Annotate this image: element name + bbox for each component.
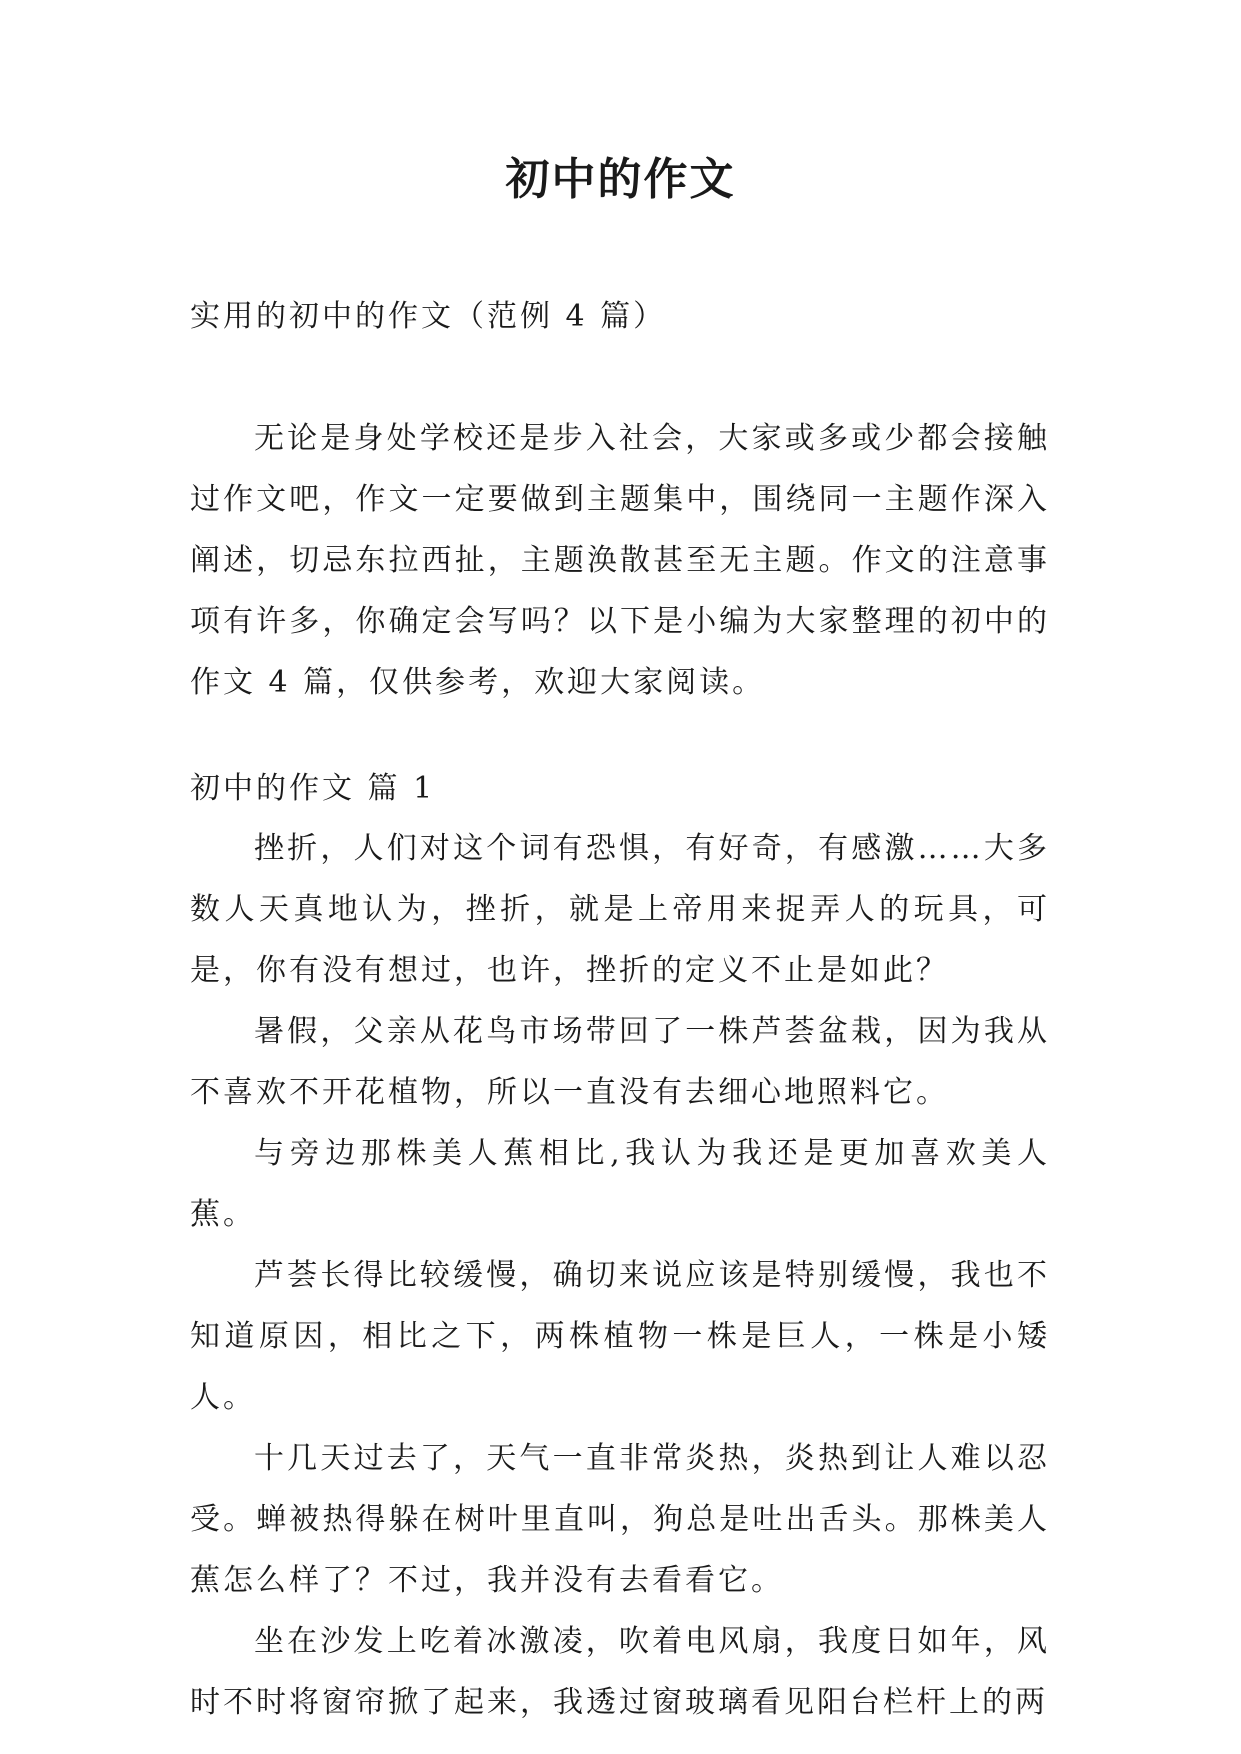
essay-1-body — [190, 818, 1050, 1733]
intro-section — [190, 408, 1050, 713]
document-title: 初中的作文 — [505, 154, 736, 205]
essay-paragraph-4: 芦荟长得比较缓慢，确切来说应该是特别缓慢，我也不知道原因，相比之下，两株植物一株是巨人，一株是小矮人。 — [190, 1258, 1050, 1415]
essay-paragraph-1: 挫折，人们对这个词有恐惧，有好奇，有感激……大多数人天真地认为，挫折，就是上帝用来捉弄人的玩具，可是，你有没有想过，也许，挫折的定义不止是如此？ — [190, 831, 1050, 988]
document-subtitle: 实用的初中的作文（范例 4 篇） — [190, 299, 667, 334]
essay-paragraph-3: 与旁边那株美人蕉相比,我认为我还是更加喜欢美人蕉。 — [190, 1136, 1050, 1232]
essay-paragraph-6: 坐在沙发上吃着冰激凌，吹着电风扇，我度日如年，风时不时将窗帘掀了起来，我透过窗玻璃看见阳台栏杆上的两 — [190, 1624, 1050, 1720]
section-heading: 初中的作文 篇 1 — [190, 771, 436, 806]
essay-paragraph-2: 暑假，父亲从花鸟市场带回了一株芦荟盆栽，因为我从不喜欢不开花植物，所以一直没有去细心地照料它。 — [190, 1014, 1050, 1110]
intro-paragraph: 无论是身处学校还是步入社会，大家或多或少都会接触过作文吧，作文一定要做到主题集中，围绕同一主题作深入阐述，切忌东拉西扯，主题涣散甚至无主题。作文的注意事项有许多，你确定会写吗？以下是小编为大家整理的初中的作文 4 篇，仅供参考，欢迎大家阅读。 — [190, 421, 1050, 700]
essay-paragraph-5: 十几天过去了，天气一直非常炎热，炎热到让人难以忍受。蝉被热得躲在树叶里直叫，狗总是吐出舌头。那株美人蕉怎么样了？不过，我并没有去看看它。 — [190, 1441, 1050, 1598]
